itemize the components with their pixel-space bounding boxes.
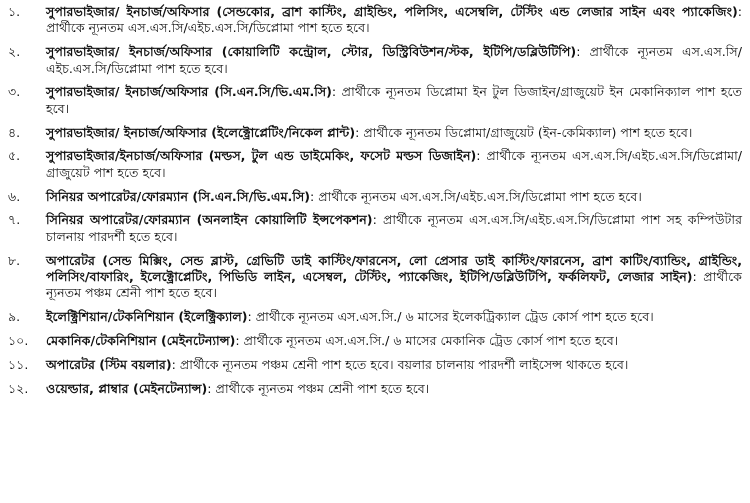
list-item	[8, 148, 742, 181]
item-body	[46, 253, 742, 302]
list-item	[8, 4, 742, 37]
position-title: সুপারভাইজার/ ইনচার্জ/অফিসার (কোয়ালিটি কন্ট্রোল, স্টোর, ডিস্ট্রিবিউশন/স্টক, ইটিপি/ডব্লিউটিপি)	[46, 44, 577, 60]
item-number: ১২.	[8, 380, 29, 396]
qualification-text: : প্রার্থীকে ন্যূনতম এস.এস.সি/এইচ.এস.সি/ডিপ্লোমা পাশ হতে হবে।	[46, 4, 742, 36]
item-number: ১১.	[8, 356, 29, 372]
list-item	[8, 84, 742, 117]
item-number: ৫.	[8, 148, 21, 164]
item-body	[46, 309, 742, 325]
item-number: ১.	[8, 4, 21, 19]
list-item	[8, 309, 742, 325]
list-item	[8, 189, 742, 205]
qualification-text: : প্রার্থীকে ন্যূনতম ডিপ্লোমা ইন টুল ডিজাইন/গ্রাজুয়েট ইন মেকানিক্যাল পাশ হতে হবে।	[46, 84, 742, 116]
item-body	[46, 381, 742, 397]
position-list	[8, 4, 742, 397]
position-title: সিনিয়র অপারেটর/ফোরম্যান (অনলাইন কোয়ালিটি ইন্সপেকশন)	[46, 212, 373, 228]
list-item	[8, 357, 742, 373]
list-item	[8, 253, 742, 302]
item-body	[46, 148, 742, 181]
list-item	[8, 333, 742, 349]
position-title: ওয়েল্ডার, প্লাম্বার (মেইনটেন্যান্স)	[46, 380, 208, 396]
qualification-text: : প্রার্থীকে ন্যূনতম ডিপ্লোমা/গ্রাজুয়েট (ইন-কেমিক্যাল) পাশ হতে হবে।	[355, 124, 693, 140]
list-item	[8, 381, 742, 397]
qualification-text: : প্রার্থীকে ন্যূনতম এস.এস.সি/এইচ.এস.সি/ডিপ্লোমা/ গ্রাজুয়েট পাশ হতে হবে।	[46, 148, 742, 180]
position-title: অপারেটর (স্টিম বয়লার)	[46, 356, 172, 372]
list-item	[8, 212, 742, 245]
list-item	[8, 44, 742, 77]
position-title: অপারেটর (সেন্ড মিক্সিং, সেন্ড ব্লাস্ট, গ্রেভিটি ডাই কাস্টিং/ফারনেস, লো প্রেসার ডাই কাস্টিং/ফারনেস, ব্রাশ কাটিং/ব্যান্ডিং, গ্রাইন্ডিং, পলিসিং/বাফারিং, ইলেক্ট্রোপ্লেটিং, পিভিডি লাইন, এসেম্বল, টেস্টিং, প্যাকেজিং, ইটিপি/ডব্লিউটিপি, ফর্কলিফট, লেজার সাইন)	[46, 252, 742, 285]
item-body	[46, 125, 742, 141]
item-body	[46, 333, 742, 349]
qualification-text: : প্রার্থীকে ন্যূনতম এস.এস.সি/এইচ.এস.সি/ডিপ্লোমা পাশ হতে হবে।	[310, 188, 642, 204]
qualification-text: : প্রার্থীকে ন্যূনতম পঞ্চম শ্রেনী পাশ হতে হবে।	[46, 269, 742, 301]
item-number: ৮.	[8, 252, 21, 268]
position-title: সুপারভাইজার/ ইনচার্জ/অফিসার (ইলেক্ট্রোপ্লেটিং/নিকেল প্লান্ট)	[46, 124, 356, 140]
item-number: ৭.	[8, 212, 21, 228]
item-number: ১০.	[8, 333, 29, 349]
position-title: সুপারভাইজার/ইনচার্জ/অফিসার (মল্ডস, টুল এন্ড ডাইমেকিং, ফসেট মল্ডস ডিজাইন)	[46, 148, 477, 164]
item-number: ২.	[8, 44, 21, 60]
qualification-text: : প্রার্থীকে ন্যূনতম পঞ্চম শ্রেনী পাশ হতে হবে। বয়লার চালনায় পারদর্শী লাইসেন্স থাকতে হবে।	[171, 356, 629, 372]
qualification-text: : প্রার্থীকে ন্যূনতম এস.এস.সি./ ৬ মাসের ইলেকট্রিক্যাল ট্রেড কোর্স পাশ হতে হবে।	[247, 309, 654, 325]
position-title: মেকানিক/টেকনিশিয়ান (মেইনটেন্যান্স)	[46, 333, 236, 349]
list-item	[8, 125, 742, 141]
item-body	[46, 212, 742, 245]
qualification-text: : প্রার্থীকে ন্যূনতম এস.এস.সি./ ৬ মাসের মেকানিক ট্রেড কোর্স পাশ হতে হবে।	[235, 333, 619, 349]
position-title: সিনিয়র অপারেটর/ফোরম্যান (সি.এন.সি/ভি.এম.সি)	[46, 188, 311, 204]
qualification-text: : প্রার্থীকে ন্যূনতম পঞ্চম শ্রেনী পাশ হতে হবে।	[207, 380, 430, 396]
position-title: সুপারভাইজার/ ইনচার্জ/অফিসার (সি.এন.সি/ভি.এম.সি)	[46, 84, 332, 100]
position-title: ইলেক্ট্রিশিয়ান/টেকনিশিয়ান (ইলেক্ট্রিক্যাল)	[46, 309, 248, 325]
position-title: সুপারভাইজার/ ইনচার্জ/অফিসার (সেন্ডকোর, ব্রাশ কাস্টিং, গ্রাইন্ডিং, পলিসিং, এসেম্বলি, টেস্টিং এন্ড লেজার সাইন এবং প্যাকেজিং)	[46, 4, 738, 19]
item-body	[46, 84, 742, 117]
item-body	[46, 44, 742, 77]
qualification-text: : প্রার্থীকে ন্যূনতম এস.এস.সি/এইচ.এস.সি/ডিপ্লোমা পাশ হতে হবে।	[46, 44, 742, 76]
item-number: ৩.	[8, 84, 21, 100]
item-body	[46, 357, 742, 373]
item-number: ৪.	[8, 124, 21, 140]
item-body	[46, 4, 742, 37]
qualification-text: : প্রার্থীকে ন্যূনতম এস.এস.সি/এইচ.এস.সি/ডিপ্লোমা পাশ সহ কম্পিউটার চালনায় পারদর্শী হতে হবে।	[46, 212, 742, 244]
item-number: ৬.	[8, 188, 21, 204]
item-number: ৯.	[8, 309, 21, 325]
item-body	[46, 189, 742, 205]
